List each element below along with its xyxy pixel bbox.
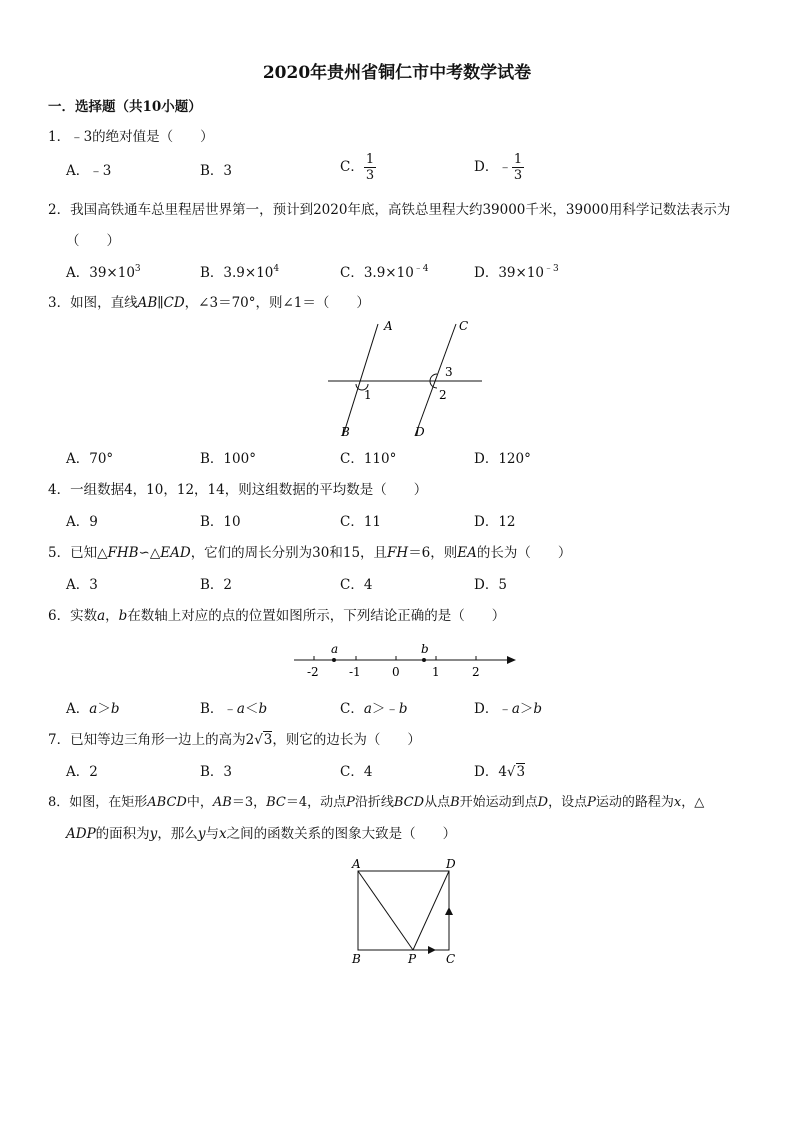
- rectangle-abcd: [358, 871, 449, 950]
- fraction: [512, 152, 524, 183]
- sqrt-icon: √: [254, 732, 263, 748]
- stem-text: 中，: [186, 795, 213, 810]
- variable-a: a: [97, 608, 106, 624]
- label-c: C: [459, 319, 469, 333]
- stem-text: ，∠3＝70°，则∠1＝（ ）: [184, 295, 370, 311]
- angle-1-label: 1: [364, 388, 372, 402]
- question-4-option-d[interactable]: D．12: [474, 514, 516, 530]
- option-text: ＞: [519, 701, 534, 717]
- question-3-option-d[interactable]: D．120°: [474, 451, 531, 467]
- fraction-denominator: 3: [513, 168, 523, 183]
- section-heading: 一．选择题（共10小题）: [48, 99, 202, 115]
- angle-3-label: 3: [445, 365, 453, 379]
- point-b: B: [450, 795, 460, 810]
- sqrt-icon: √: [506, 764, 516, 780]
- point-p: P: [346, 795, 355, 810]
- segment-ea: EA: [457, 545, 477, 561]
- stem-text: 沿折线: [354, 795, 394, 810]
- question-5-option-c[interactable]: C．4: [340, 577, 373, 593]
- fraction-numerator: 1: [513, 152, 523, 167]
- stem-text: 从点: [424, 795, 451, 810]
- stem-text: 与: [205, 826, 219, 842]
- question-1-option-b[interactable]: B．3: [200, 163, 233, 179]
- question-4-option-b[interactable]: B．10: [200, 514, 241, 530]
- fraction: [364, 152, 376, 183]
- question-7-option-a[interactable]: A．2: [66, 764, 98, 780]
- question-7-option-c[interactable]: C．4: [340, 764, 373, 780]
- arrow-up-icon: [445, 907, 453, 915]
- stem-text: 运动的路程为: [595, 795, 674, 810]
- question-1-option-a[interactable]: A．﹣3: [66, 163, 112, 179]
- segment-ap: [358, 871, 413, 950]
- question-8-stem-line-1: [48, 794, 704, 812]
- exponent: 3: [134, 264, 141, 274]
- axis-arrow-icon: [507, 656, 516, 664]
- question-4-option-c[interactable]: C．11: [340, 514, 382, 530]
- tick-label: 1: [432, 665, 440, 679]
- question-8-stem-line-2: [66, 825, 456, 843]
- question-6-option-b[interactable]: [200, 700, 267, 718]
- angle-2-label: 2: [439, 388, 447, 402]
- variable-x: x: [673, 795, 682, 810]
- label-b: B: [352, 952, 361, 966]
- stem-text: 6．实数: [48, 608, 98, 624]
- question-5-option-b[interactable]: B．2: [200, 577, 233, 593]
- option-c-prefix: C．: [340, 159, 364, 175]
- parallel-lines-figure: [320, 318, 490, 442]
- question-6-stem: [48, 607, 505, 625]
- stem-text: 的面积为: [95, 826, 150, 842]
- arrow-right-icon: [428, 946, 436, 954]
- stem-text: ，那么: [157, 826, 198, 842]
- option-text: D．﹣: [474, 701, 512, 717]
- point-b: [422, 658, 426, 662]
- segment-bc: BC: [266, 795, 286, 810]
- variable-a: a: [236, 701, 245, 717]
- radicand: 3: [516, 764, 526, 780]
- tick-label: 0: [392, 665, 400, 679]
- option-text: C．: [340, 701, 364, 717]
- line-ab: AB: [137, 295, 158, 311]
- label-c: C: [446, 952, 456, 966]
- question-3-option-a[interactable]: A．70°: [66, 451, 114, 467]
- exponent: 4: [273, 264, 280, 274]
- stem-text: 开始运动到点: [459, 795, 538, 810]
- option-text: A．39×10: [66, 265, 135, 281]
- stem-text: ，它们的周长分别为30和15，且: [190, 545, 388, 561]
- option-text: D．39×10: [474, 265, 544, 281]
- option-text: D．4: [474, 764, 507, 780]
- triangle-adp: ADP: [66, 826, 96, 842]
- line-cd: CD: [163, 295, 185, 311]
- question-5-option-d[interactable]: D．5: [474, 577, 507, 593]
- number-line-figure: [288, 640, 524, 682]
- question-3-option-b[interactable]: B．100°: [200, 451, 256, 467]
- label-p: P: [408, 952, 417, 966]
- label-a: A: [352, 857, 361, 871]
- question-2-stem-line-1: 2．我国高铁通车总里程居世界第一，预计到2020年底，高铁总里程大约39000千米，39000用科学记数法表示为: [48, 202, 731, 218]
- label-a: A: [384, 319, 393, 333]
- stem-text: 之间的函数关系的图象大致是（ ）: [226, 826, 457, 842]
- page-title: 2020年贵州省铜仁市中考数学试卷: [262, 63, 532, 83]
- question-7-stem: [48, 731, 421, 749]
- stem-text: ，设点: [548, 795, 588, 810]
- question-3-stem: [48, 294, 370, 312]
- stem-text: 8．如图，在矩形: [48, 795, 148, 810]
- stem-text: ，△: [681, 795, 705, 810]
- option-text: C．3.9×10: [340, 265, 414, 281]
- point-d: D: [537, 795, 549, 810]
- variable-b: b: [398, 701, 408, 717]
- option-text: A．: [66, 701, 90, 717]
- option-text: B．3.9×10: [200, 265, 274, 281]
- label-b: B: [341, 425, 350, 439]
- stem-text: 3．如图，直线: [48, 295, 138, 311]
- question-7-option-d[interactable]: [474, 763, 525, 781]
- stem-text: ＝6，则: [408, 545, 458, 561]
- question-2-option-c[interactable]: [340, 264, 429, 282]
- variable-y: y: [149, 826, 158, 842]
- point-b-label: b: [421, 642, 429, 656]
- variable-b: b: [118, 608, 128, 624]
- variable-a: a: [363, 701, 372, 717]
- fraction-numerator: 1: [365, 152, 375, 167]
- point-a-label: a: [331, 642, 339, 656]
- exponent: ﹣4: [413, 264, 429, 274]
- exponent: ﹣3: [544, 264, 559, 274]
- point-a: [332, 658, 336, 662]
- option-text: ＞﹣: [371, 701, 399, 717]
- question-6-option-c[interactable]: [340, 700, 408, 718]
- question-4-option-a[interactable]: A．9: [66, 514, 98, 530]
- question-4-stem: 4．一组数据4，10，12，14，则这组数据的平均数是（ ）: [48, 482, 428, 498]
- segment-dp: [413, 871, 449, 950]
- question-5-option-a[interactable]: A．3: [66, 577, 98, 593]
- option-d-prefix: D．﹣: [474, 159, 512, 175]
- option-text: ＜: [244, 701, 259, 717]
- question-2-option-a[interactable]: [66, 264, 141, 282]
- stem-text: ＝3，: [231, 795, 267, 810]
- variable-b: b: [110, 701, 120, 717]
- question-2-option-d[interactable]: [474, 264, 559, 282]
- radicand: 3: [263, 732, 273, 748]
- variable-a: a: [511, 701, 520, 717]
- tick-label: -2: [307, 665, 319, 679]
- option-text: B．﹣: [200, 701, 237, 717]
- question-1-option-c[interactable]: [340, 152, 376, 183]
- line-ab-drawn: [343, 324, 378, 436]
- question-5-stem: [48, 544, 571, 562]
- stem-text: ，: [105, 608, 119, 624]
- question-1-option-d[interactable]: [474, 152, 524, 183]
- stem-text: ＝4，动点: [285, 795, 347, 810]
- stem-text: 5．已知△: [48, 545, 108, 561]
- label-d: D: [446, 857, 456, 871]
- variable-b: b: [258, 701, 268, 717]
- question-2-stem-line-2: （ ）: [66, 233, 120, 249]
- similar-symbol: ∽△: [138, 545, 161, 561]
- stem-text: 7．已知等边三角形一边上的高为: [48, 732, 246, 748]
- triangle-ead: EAD: [160, 545, 191, 561]
- line-cd-drawn: [415, 324, 456, 436]
- question-3-option-c[interactable]: C．110°: [340, 451, 397, 467]
- option-text: ＞: [97, 701, 111, 717]
- point-p: P: [587, 795, 596, 810]
- variable-b: b: [533, 701, 543, 717]
- variable-a: a: [89, 701, 98, 717]
- rect-abcd: ABCD: [147, 795, 187, 810]
- stem-text: ，则它的边长为（ ）: [272, 732, 421, 748]
- label-d: D: [415, 425, 425, 439]
- stem-text: 的长为（ ）: [476, 545, 572, 561]
- question-6-option-d[interactable]: [474, 700, 542, 718]
- path-bcd: BCD: [393, 795, 425, 810]
- question-6-option-a[interactable]: [66, 700, 119, 718]
- question-2-option-b[interactable]: [200, 264, 279, 282]
- segment-fh: FH: [387, 545, 409, 561]
- coefficient: 2: [245, 732, 255, 748]
- stem-text: 在数轴上对应的点的位置如图所示，下列结论正确的是（ ）: [127, 608, 506, 624]
- question-1-stem: 1．﹣3的绝对值是（ ）: [48, 129, 214, 145]
- fraction-denominator: 3: [365, 168, 375, 183]
- rectangle-figure: [344, 855, 466, 967]
- segment-ab: AB: [212, 795, 232, 810]
- question-7-option-b[interactable]: B．3: [200, 764, 233, 780]
- variable-x: x: [218, 826, 227, 842]
- parallel-symbol: ∥: [157, 295, 164, 311]
- tick-label: -1: [349, 665, 361, 679]
- triangle-fhb: FHB: [107, 545, 139, 561]
- tick-label: 2: [472, 665, 480, 679]
- variable-y: y: [197, 826, 206, 842]
